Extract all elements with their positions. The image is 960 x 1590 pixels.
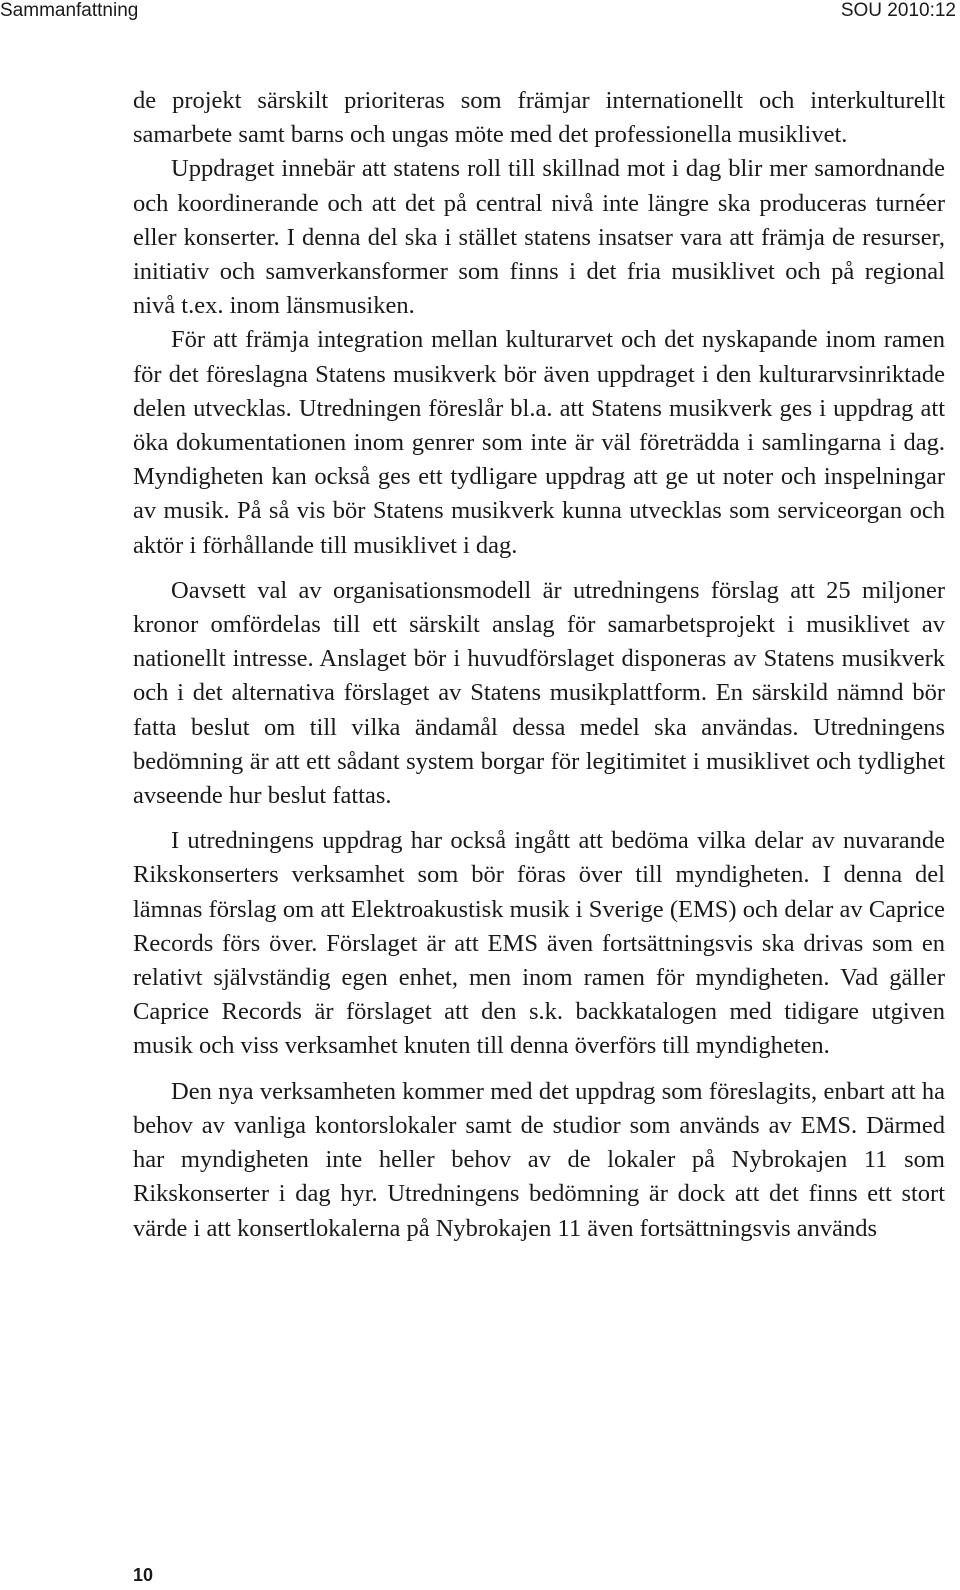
paragraph-continuation: de projekt särskilt prioriteras som främjar internationellt och interkulturellt samarbete samt barns och ungas möte med det professionella musiklivet. bbox=[133, 87, 945, 149]
document-id: SOU 2010:12 bbox=[840, 0, 956, 21]
paragraph-uppdraget: Uppdraget innebär att statens roll till skillnad mot i dag blir mer samordnande och koordinerande och att det på central nivå inte längre ska produceras turnéer eller konserter. I denna del ska i stället statens insatser vara att främja de resurser, initiativ och samverkansformer som finns i det fria musiklivet och på regional nivå t.ex. inom länsmusiken. bbox=[133, 155, 945, 320]
paragraph-kulturarvet: För att främja integration mellan kulturarvet och det nyskapande inom ramen för det föreslagna Statens musikverk bör även uppdraget i den kulturarvsinriktade delen utvecklas. Utredningen föreslår bl.a. att Statens musikverk ges i uppdrag att öka dokumentationen inom genrer som inte är väl företrädda i samlingarna i dag. Myndigheten kan också ges ett tydligare uppdrag att ge ut noter och inspelningar av musik. På så vis bör Statens musikverk kunna utvecklas som serviceorgan och aktör i förhållande till musiklivet i dag. bbox=[133, 326, 945, 559]
paragraph-rikskonserter: I utredningens uppdrag har också ingått att bedöma vilka delar av nuvarande Rikskonserters verksamhet som bör föras över till myndigheten. I denna del lämnas förslag om att Elektroakustisk musik i Sverige (EMS) och delar av Caprice Records förs över. Förslaget är att EMS även fortsättningsvis ska drivas som en relativt självständig egen enhet, men inom ramen för myndigheten. Vad gäller Caprice Records är förslaget att den s.k. backkatalogen med tidigare utgiven musik och viss verksamhet knuten till denna överförs till myndigheten. bbox=[133, 827, 945, 1060]
page-number: 10 bbox=[133, 1565, 154, 1585]
running-head bbox=[0, 0, 960, 24]
paragraph-lokaler: Den nya verksamheten kommer med det uppdrag som föreslagits, enbart att ha behov av vanliga kontorslokaler samt de studior som används av EMS. Därmed har myndigheten inte heller behov av de lokaler på Nybrokajen 11 som Rikskonserter i dag hyr. Utredningens bedömning är dock att det finns ett stort värde i att konsertlokalerna på Nybrokajen 11 även fortsättningsvis används bbox=[133, 1077, 945, 1242]
paragraph-organisationsmodell: Oavsett val av organisationsmodell är utredningens förslag att 25 miljoner kronor omfördelas till ett särskilt anslag för samarbetsprojekt i musiklivet av nationellt intresse. Anslaget bör i huvudförslaget disponeras av Statens musikverk och i det alternativa förslaget av Statens musikplattform. En särskild nämnd bör fatta beslut om till vilka ändamål dessa medel ska användas. Utredningens bedömning är att ett sådant system borgar för legitimitet i musiklivet och tydlighet avseende hur beslut fattas. bbox=[133, 576, 945, 810]
body-text bbox=[133, 84, 945, 1246]
section-title: Sammanfattning bbox=[0, 0, 139, 21]
